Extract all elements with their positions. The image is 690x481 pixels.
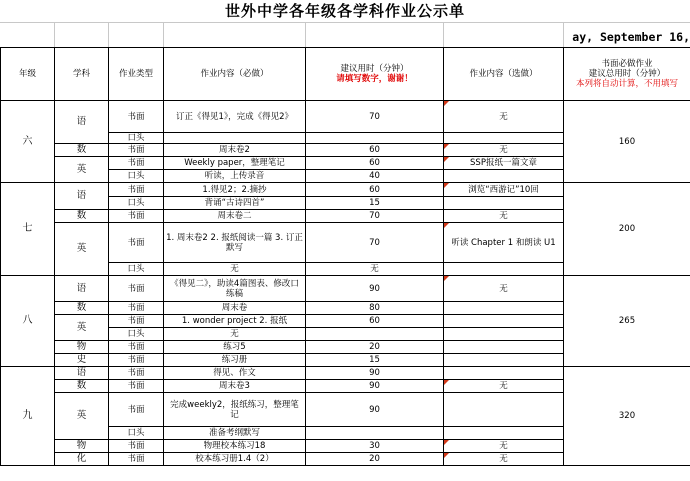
optional-cell[interactable]: 无 (444, 440, 564, 453)
type-cell[interactable]: 口头 (109, 427, 164, 440)
subject-cell[interactable]: 英 (55, 223, 109, 276)
homework-table (0, 47, 690, 466)
type-cell[interactable]: 书面 (109, 440, 164, 453)
type-cell[interactable]: 书面 (109, 183, 164, 197)
header-total-line1: 书面必做作业 (601, 59, 653, 69)
type-cell[interactable]: 书面 (109, 101, 164, 133)
content-cell[interactable]: 《得见二》，助读4篇图表、修改口练稿 (164, 276, 306, 302)
total-time-cell[interactable]: 265 (564, 276, 690, 367)
time-cell[interactable]: 60 (306, 157, 444, 170)
type-cell[interactable]: 书面 (109, 341, 164, 354)
time-cell[interactable]: 60 (306, 183, 444, 197)
time-cell[interactable]: 90 (306, 367, 444, 380)
subject-cell[interactable]: 语 (55, 101, 109, 144)
type-cell[interactable]: 书面 (109, 315, 164, 328)
grade-cell[interactable]: 七 (1, 183, 55, 276)
content-cell[interactable]: Weekly paper，整理笔记 (164, 157, 306, 170)
header-total-note: 本列将自动计算，不用填写 (575, 79, 678, 89)
subject-cell[interactable]: 英 (55, 157, 109, 183)
optional-cell[interactable]: SSP报纸一篇文章 (444, 157, 564, 170)
time-cell[interactable]: 90 (306, 393, 444, 427)
type-cell[interactable]: 口头 (109, 170, 164, 183)
time-cell[interactable]: 无 (306, 263, 444, 276)
gridline (54, 22, 55, 47)
content-cell[interactable]: 无 (164, 263, 306, 276)
comment-marker-icon (444, 183, 449, 188)
content-cell[interactable]: 物理校本练习18 (164, 440, 306, 453)
subject-cell[interactable]: 英 (55, 393, 109, 440)
content-cell[interactable]: 完成weekly2，报纸练习，整理笔记 (164, 393, 306, 427)
content-cell[interactable]: 无 (164, 328, 306, 341)
optional-cell[interactable] (444, 341, 564, 354)
time-cell[interactable] (306, 427, 444, 440)
comment-marker-icon (444, 157, 449, 162)
total-time-cell[interactable]: 200 (564, 183, 690, 276)
optional-cell[interactable] (444, 263, 564, 276)
header-grade[interactable]: 年级 (1, 48, 55, 101)
optional-cell[interactable] (444, 133, 564, 144)
time-cell[interactable]: 70 (306, 210, 444, 223)
content-cell[interactable]: 听读，上传录音 (164, 170, 306, 183)
table-row (1, 183, 690, 197)
table-row (1, 276, 690, 302)
time-cell[interactable]: 15 (306, 354, 444, 367)
optional-cell[interactable] (444, 427, 564, 440)
content-cell[interactable]: 周末卷 (164, 302, 306, 315)
header-content-optional[interactable]: 作业内容（选做） (444, 48, 564, 101)
content-cell[interactable] (164, 133, 306, 144)
time-cell[interactable]: 20 (306, 453, 444, 466)
grade-cell[interactable]: 六 (1, 101, 55, 183)
optional-cell[interactable]: 无 (444, 276, 564, 302)
time-cell[interactable]: 90 (306, 380, 444, 393)
header-row (1, 48, 690, 101)
time-cell[interactable]: 20 (306, 341, 444, 354)
content-cell[interactable]: 1. wonder project 2. 报纸 (164, 315, 306, 328)
subject-cell[interactable]: 数 (55, 380, 109, 393)
optional-cell[interactable]: 无 (444, 101, 564, 133)
content-cell[interactable]: 得见、作文 (164, 367, 306, 380)
total-time-cell[interactable]: 320 (564, 367, 690, 466)
type-cell[interactable]: 书面 (109, 302, 164, 315)
subject-cell[interactable]: 语 (55, 183, 109, 210)
comment-marker-icon (444, 276, 449, 281)
content-cell[interactable]: 订正《得见1》，完成《得见2》 (164, 101, 306, 133)
optional-cell[interactable] (444, 197, 564, 210)
table-row (1, 101, 690, 133)
time-cell[interactable]: 60 (306, 315, 444, 328)
type-cell[interactable]: 书面 (109, 157, 164, 170)
content-cell[interactable]: 1.得见2；2.摘抄 (164, 183, 306, 197)
optional-cell[interactable]: 听读 Chapter 1 和朗读 U1 (444, 223, 564, 263)
optional-cell[interactable]: 浏览“西游记”10回 (444, 183, 564, 197)
gridline (305, 22, 306, 47)
subject-cell[interactable]: 数 (55, 210, 109, 223)
type-cell[interactable]: 口头 (109, 263, 164, 276)
type-cell[interactable]: 书面 (109, 354, 164, 367)
optional-cell[interactable] (444, 354, 564, 367)
comment-marker-icon (444, 144, 449, 149)
content-cell[interactable]: 准备考纲默写 (164, 427, 306, 440)
table-row (1, 367, 690, 380)
type-cell[interactable]: 书面 (109, 393, 164, 427)
gridline (0, 22, 690, 23)
header-time[interactable] (306, 48, 444, 101)
time-cell[interactable]: 90 (306, 276, 444, 302)
type-cell[interactable]: 书面 (109, 276, 164, 302)
header-subject[interactable]: 学科 (55, 48, 109, 101)
comment-marker-icon (444, 453, 449, 458)
subject-cell[interactable]: 数 (55, 302, 109, 315)
gridline (163, 22, 164, 47)
subject-cell[interactable]: 物 (55, 440, 109, 453)
header-time-label: 建议用时（分钟） (340, 64, 409, 74)
type-cell[interactable]: 书面 (109, 453, 164, 466)
optional-cell[interactable] (444, 328, 564, 341)
subject-cell[interactable]: 物 (55, 341, 109, 354)
grade-cell[interactable]: 九 (1, 367, 55, 466)
time-cell[interactable] (306, 133, 444, 144)
header-type[interactable]: 作业类型 (109, 48, 164, 101)
header-time-note: 请填写数字，谢谢！ (336, 74, 413, 84)
subject-cell[interactable]: 语 (55, 367, 109, 380)
subject-cell[interactable]: 化 (55, 453, 109, 466)
optional-cell[interactable]: 无 (444, 210, 564, 223)
sheet-title: 世外中学各年级各学科作业公示单 (224, 2, 465, 20)
subject-cell[interactable]: 英 (55, 315, 109, 341)
comment-marker-icon (444, 101, 449, 106)
optional-cell[interactable] (444, 367, 564, 380)
time-cell[interactable]: 70 (306, 223, 444, 263)
content-cell[interactable]: 周末卷2 (164, 144, 306, 157)
optional-cell[interactable]: 无 (444, 380, 564, 393)
type-cell[interactable]: 口头 (109, 328, 164, 341)
comment-marker-icon (444, 440, 449, 445)
comment-marker-icon (444, 223, 449, 228)
content-cell[interactable]: 背诵“古诗四首” (164, 197, 306, 210)
time-cell[interactable]: 15 (306, 197, 444, 210)
subject-cell[interactable]: 数 (55, 144, 109, 157)
optional-cell[interactable] (444, 170, 564, 183)
gridline (443, 22, 444, 47)
type-cell[interactable]: 书面 (109, 223, 164, 263)
total-time-cell[interactable]: 160 (564, 101, 690, 183)
content-cell[interactable]: 周末卷3 (164, 380, 306, 393)
type-cell[interactable]: 书面 (109, 210, 164, 223)
comment-marker-icon (444, 380, 449, 385)
content-cell[interactable]: 1. 周末卷2 2. 报纸阅读一篇 3. 订正默写 (164, 223, 306, 263)
optional-cell[interactable] (444, 315, 564, 328)
time-cell[interactable]: 40 (306, 170, 444, 183)
optional-cell[interactable]: 无 (444, 453, 564, 466)
type-cell[interactable]: 口头 (109, 197, 164, 210)
time-cell[interactable] (306, 328, 444, 341)
time-cell[interactable]: 60 (306, 144, 444, 157)
type-cell[interactable]: 书面 (109, 144, 164, 157)
content-cell[interactable]: 校本练习册1.4（2） (164, 453, 306, 466)
type-cell[interactable]: 书面 (109, 367, 164, 380)
header-total[interactable] (564, 48, 690, 101)
content-cell[interactable]: 练习5 (164, 341, 306, 354)
optional-cell[interactable] (444, 393, 564, 427)
time-cell[interactable]: 30 (306, 440, 444, 453)
content-cell[interactable]: 练习册 (164, 354, 306, 367)
subject-cell[interactable]: 语 (55, 276, 109, 302)
type-cell[interactable]: 书面 (109, 380, 164, 393)
time-cell[interactable]: 80 (306, 302, 444, 315)
subject-cell[interactable]: 史 (55, 354, 109, 367)
optional-cell[interactable] (444, 302, 564, 315)
content-cell[interactable]: 周末卷二 (164, 210, 306, 223)
header-content-required[interactable]: 作业内容（必做） (164, 48, 306, 101)
optional-cell[interactable]: 无 (444, 144, 564, 157)
date-cell[interactable]: ay, September 16, (572, 30, 690, 44)
gridline (108, 22, 109, 47)
type-cell[interactable]: 口头 (109, 133, 164, 144)
time-cell[interactable]: 70 (306, 101, 444, 133)
grade-cell[interactable]: 八 (1, 276, 55, 367)
header-total-line2: 建议总用时（分钟） (588, 69, 666, 79)
